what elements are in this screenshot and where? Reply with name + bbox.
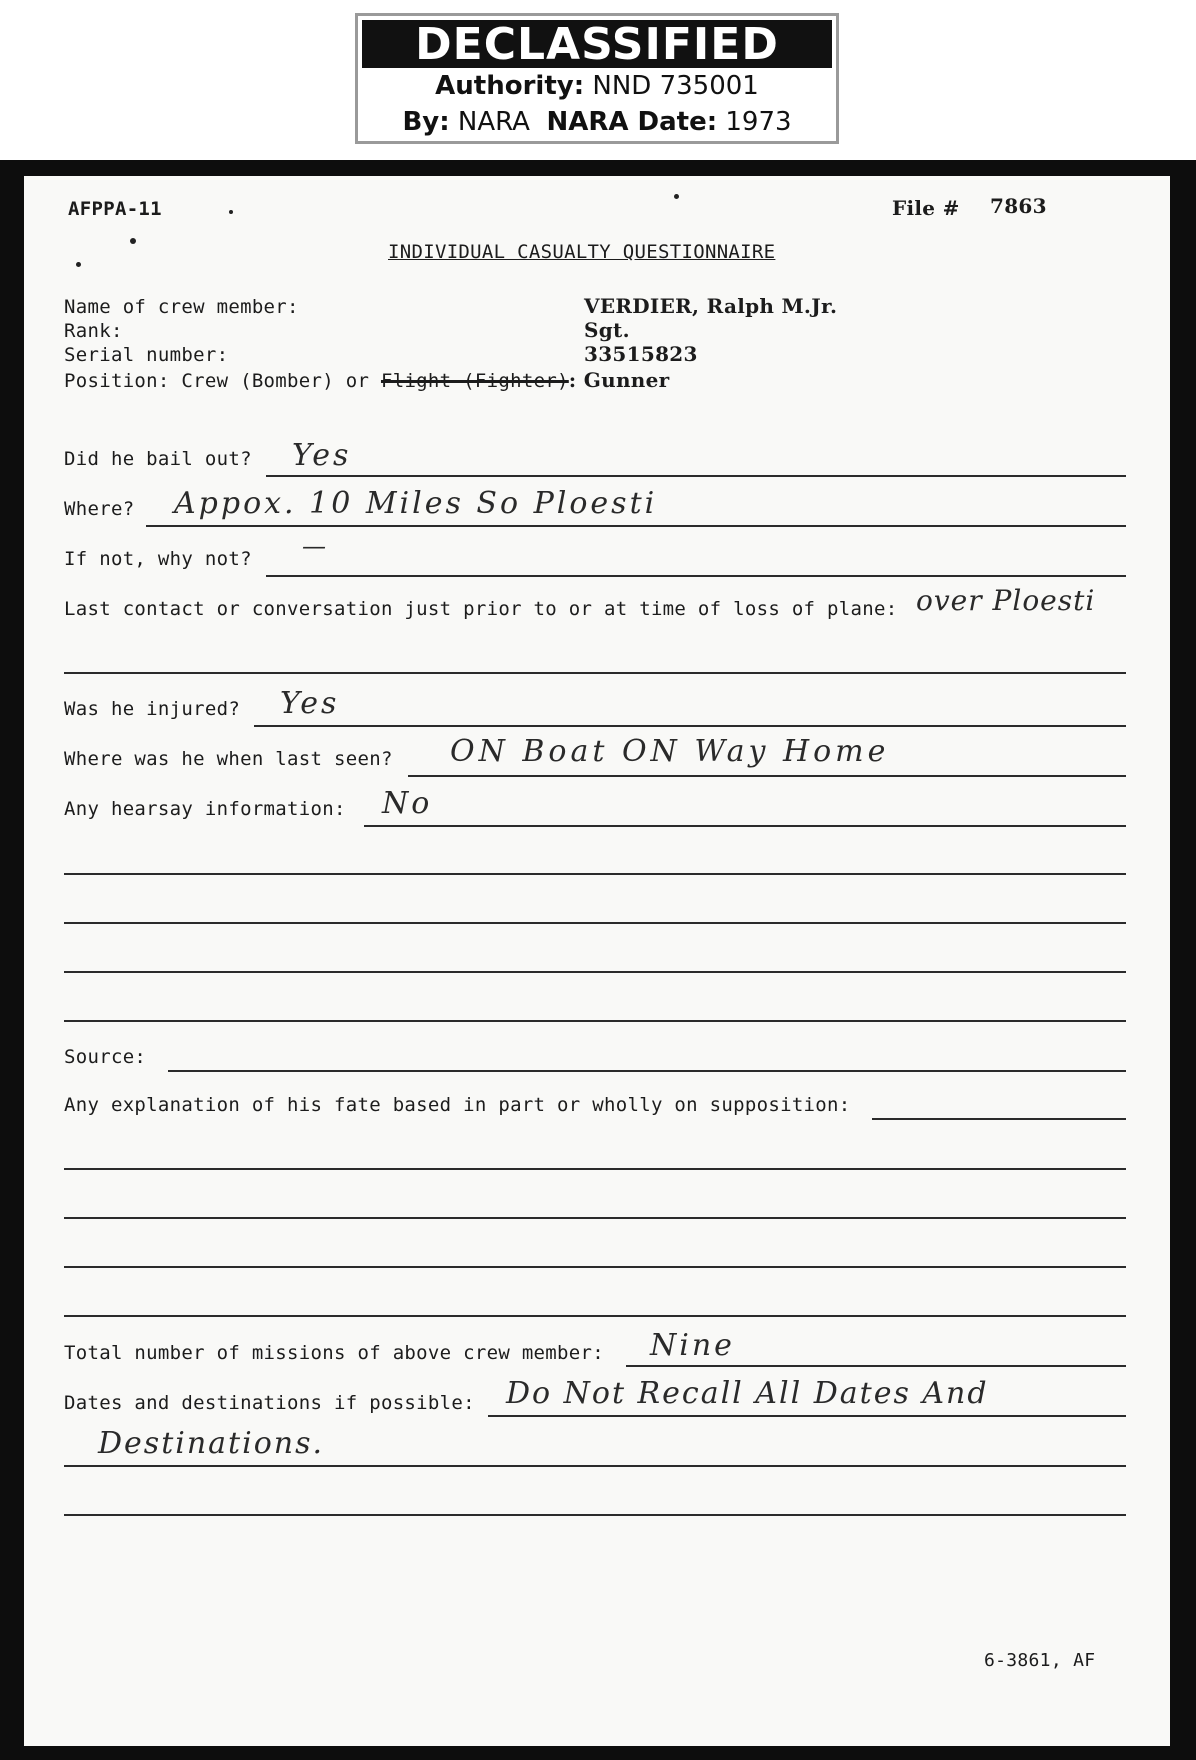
contact-answer: over Ploesti: [916, 584, 1096, 617]
bail-line: [266, 475, 1126, 477]
injured-line: [254, 725, 1126, 727]
footer-form-code: 6-3861, AF: [984, 1650, 1096, 1671]
ifnot-line: [266, 575, 1126, 577]
hearsay-line-4: [64, 971, 1126, 973]
stamp-by-line: [358, 104, 836, 140]
injured-label: Was he injured?: [64, 698, 241, 720]
bail-answer: Yes: [292, 438, 352, 473]
hearsay-line: [364, 825, 1126, 827]
stamp-date-value: 1973: [725, 107, 792, 137]
contact-label: Last contact or conversation just prior to or at time of loss of plane:: [64, 598, 898, 620]
hearsay-label: Any hearsay information:: [64, 798, 346, 820]
lastseen-line: [408, 775, 1126, 777]
explanation-line-5: [64, 1315, 1126, 1317]
hearsay-line-3: [64, 922, 1126, 924]
missions-line: [626, 1365, 1126, 1367]
explanation-line: [872, 1118, 1126, 1120]
scan-speck: [76, 262, 81, 267]
ifnot-label: If not, why not?: [64, 548, 252, 570]
serial-label: Serial number:: [64, 344, 229, 366]
hearsay-line-2: [64, 873, 1126, 875]
dates-answer-2: Destinations.: [98, 1426, 325, 1461]
dates-line-2: [64, 1465, 1126, 1467]
injured-answer: Yes: [280, 686, 340, 721]
stamp-title: DECLASSIFIED: [362, 20, 832, 68]
scanned-document: [0, 160, 1196, 1760]
position-value: : Gunner: [568, 368, 670, 392]
rank-value: Sgt.: [584, 318, 630, 342]
form-title: INDIVIDUAL CASUALTY QUESTIONNAIRE: [388, 241, 776, 263]
missions-answer: Nine: [650, 1328, 735, 1363]
scan-speck: [674, 194, 679, 199]
lastseen-label: Where was he when last seen?: [64, 748, 393, 770]
ifnot-answer: —: [302, 532, 329, 560]
where-line: [146, 525, 1126, 527]
stamp-authority-line: [358, 68, 836, 104]
scan-speck: [229, 210, 233, 214]
hearsay-answer: No: [382, 786, 433, 821]
missions-label: Total number of missions of above crew member:: [64, 1342, 604, 1364]
position-label: Position: Crew (Bomber) or: [64, 370, 370, 392]
dates-line-3: [64, 1514, 1126, 1516]
name-label: Name of crew member:: [64, 296, 299, 318]
explanation-line-4: [64, 1266, 1126, 1268]
dates-label: Dates and destinations if possible:: [64, 1392, 475, 1414]
form-id: AFPPA-11: [68, 198, 162, 220]
where-answer: Appox. 10 Miles So Ploesti: [174, 486, 658, 521]
stamp-by-label: By:: [402, 107, 450, 137]
lastseen-answer: ON Boat ON Way Home: [450, 734, 890, 769]
explanation-label: Any explanation of his fate based in part or wholly on supposition:: [64, 1094, 851, 1116]
stamp-authority-value: NND 735001: [592, 71, 759, 101]
file-number: 7863: [990, 194, 1047, 218]
contact-line: [64, 672, 1126, 674]
stamp-authority-label: Authority:: [435, 71, 585, 101]
declassified-stamp: [355, 13, 839, 144]
bail-label: Did he bail out?: [64, 448, 252, 470]
source-label: Source:: [64, 1046, 147, 1068]
dates-line: [488, 1415, 1126, 1417]
source-line: [168, 1070, 1126, 1072]
stamp-by-value: NARA: [457, 107, 530, 137]
rank-label: Rank:: [64, 320, 123, 342]
serial-value: 33515823: [584, 342, 698, 366]
questionnaire-page: [24, 176, 1170, 1746]
hearsay-line-5: [64, 1020, 1126, 1022]
position-struck-option: Flight (Fighter): [380, 370, 569, 392]
stamp-date-label: NARA Date:: [546, 107, 718, 137]
position-line: [64, 368, 670, 392]
where-label: Where?: [64, 498, 135, 520]
scan-speck: [130, 238, 136, 244]
name-value: VERDIER, Ralph M.Jr.: [584, 294, 838, 318]
dates-answer-1: Do Not Recall All Dates And: [506, 1376, 989, 1411]
file-label: File #: [892, 196, 960, 220]
explanation-line-3: [64, 1217, 1126, 1219]
explanation-line-2: [64, 1168, 1126, 1170]
